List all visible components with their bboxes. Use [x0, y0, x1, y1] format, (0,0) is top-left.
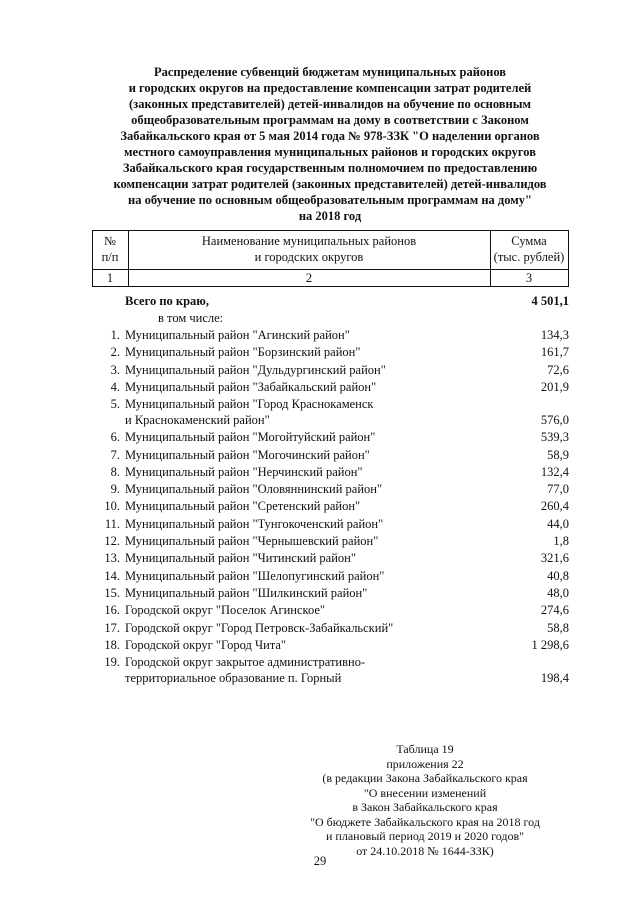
footer-line: Таблица 19 — [396, 742, 454, 756]
row-name-line: Муниципальный район "Борзинский район" — [125, 345, 361, 360]
row-number: 19. — [104, 655, 120, 670]
row-number: 1. — [110, 328, 120, 342]
footer-line: (в редакции Закона Забайкальского края — [322, 771, 528, 785]
row-name — [125, 533, 485, 549]
row-sum: 72,6 — [547, 362, 569, 377]
table-row — [92, 447, 569, 464]
row-sum: 132,4 — [540, 464, 569, 479]
row-name-line: Городской округ "Город Петровск-Забайкальский" — [125, 620, 394, 635]
row-sum: 201,9 — [540, 379, 569, 394]
column-number-1: 1 — [106, 271, 114, 285]
row-number: 5. — [110, 397, 120, 412]
row-sum: 260,4 — [540, 499, 569, 514]
table-row — [92, 516, 569, 533]
row-number: 4. — [110, 379, 120, 394]
row-name-line: Муниципальный район "Город Краснокаменск — [125, 397, 374, 412]
row-name-line: Муниципальный район "Читинский район" — [125, 551, 356, 566]
row-name — [125, 620, 485, 636]
row-name-line: Муниципальный район "Шилкинский район" — [125, 585, 368, 600]
table-row — [92, 396, 569, 429]
row-number: 18. — [104, 637, 120, 652]
row-number: 6. — [110, 430, 120, 445]
row-name — [125, 396, 485, 428]
footer-line: в Закон Забайкальского края — [352, 800, 498, 814]
row-sum: 198,4 — [540, 671, 569, 686]
row-sum: 44,0 — [547, 516, 569, 531]
row-name-line: Муниципальный район "Шелопугинский район" — [125, 568, 385, 583]
table-border-top — [92, 230, 569, 231]
row-name — [125, 429, 485, 445]
header-col-sum: Сумма (тыс. рублей) — [493, 234, 565, 264]
row-sum: 48,0 — [547, 585, 569, 600]
total-label: Всего по краю, — [125, 294, 209, 308]
row-name-line: Муниципальный район "Забайкальский район" — [125, 379, 377, 394]
table-row — [92, 620, 569, 637]
row-name-line: Муниципальный район "Оловяннинский район" — [125, 482, 383, 497]
row-name — [125, 654, 485, 686]
table-row — [92, 362, 569, 379]
row-name-line: Муниципальный район "Могойтуйский район" — [125, 430, 376, 445]
row-name — [125, 379, 485, 395]
table-row — [92, 429, 569, 446]
row-name-line: Городской округ "Город Чита" — [125, 637, 287, 652]
row-name-line: Муниципальный район "Чернышевский район" — [125, 534, 379, 548]
page-number: 29 — [313, 854, 327, 868]
table-row — [92, 379, 569, 396]
row-name — [125, 481, 485, 497]
row-name — [125, 550, 485, 566]
row-sum: 539,3 — [540, 430, 569, 445]
table-row — [92, 654, 569, 687]
table-row — [92, 533, 569, 550]
table-row — [92, 550, 569, 567]
title-line: (законных представителей) детей-инвалидов на обучение по основным — [129, 97, 531, 111]
row-sum: 40,8 — [547, 568, 569, 583]
table-border-bottom — [92, 286, 569, 287]
document-title — [90, 64, 570, 224]
header-col-number: № п/п — [101, 234, 119, 264]
row-name — [125, 327, 485, 343]
table-reference — [300, 742, 550, 858]
column-number-2: 2 — [305, 271, 313, 285]
row-sum: 58,8 — [547, 620, 569, 635]
total-value: 4 501,1 — [531, 294, 569, 308]
table-row — [92, 464, 569, 481]
table-row — [92, 637, 569, 654]
row-number: 16. — [104, 603, 120, 618]
row-number: 13. — [104, 551, 120, 566]
table-row — [92, 481, 569, 498]
row-name-line: Муниципальный район "Агинский район" — [125, 328, 350, 342]
row-name-line: Муниципальный район "Тунгокоченский район" — [125, 516, 384, 531]
including-row — [92, 310, 569, 326]
title-line: на 2018 год — [298, 209, 362, 223]
row-name-line: Муниципальный район "Сретенский район" — [125, 499, 361, 514]
title-line: Забайкальского края государственным полномочием по предоставлению — [122, 161, 538, 175]
total-row — [92, 293, 569, 309]
table-row — [92, 327, 569, 344]
row-name-line: Городской округ закрытое административно- — [125, 655, 366, 670]
header-col-name: Наименование муниципальных районов и городских округов — [201, 234, 417, 264]
table-border-right — [568, 230, 569, 287]
title-line: местного самоуправления муниципальных районов и городских округов — [123, 145, 536, 159]
table-row — [92, 344, 569, 361]
title-line: на обучение по основным общеобразовательным программам на дому" — [128, 193, 532, 207]
footer-line: "О внесении изменений — [363, 785, 487, 800]
row-number: 9. — [110, 482, 120, 497]
row-number: 3. — [110, 362, 120, 377]
footer-line: от 24.10.2018 № 1644-ЗЗК) — [356, 843, 494, 858]
row-sum: 161,7 — [540, 345, 569, 360]
row-name-line: Муниципальный район "Дульдургинский район" — [125, 362, 386, 377]
title-line: компенсации затрат родителей (законных представителей) детей-инвалидов — [113, 177, 547, 191]
row-name — [125, 447, 485, 463]
row-sum: 77,0 — [547, 482, 569, 497]
row-number: 11. — [104, 516, 120, 531]
title-line: Забайкальского края от 5 мая 2014 года № 978-ЗЗК "О наделении органов — [120, 129, 540, 143]
row-number: 15. — [104, 585, 120, 600]
title-line: общеобразовательным программам на дому в соответствии с Законом — [131, 113, 529, 127]
row-name — [125, 602, 485, 618]
row-number: 10. — [104, 499, 120, 514]
table-row — [92, 568, 569, 585]
row-sum: 1,8 — [553, 534, 569, 548]
row-sum: 274,6 — [540, 603, 569, 618]
table-row — [92, 602, 569, 619]
row-sum: 58,9 — [547, 447, 569, 462]
footer-line: "О бюджете Забайкальского края на 2018 год — [310, 814, 540, 829]
row-name — [125, 344, 485, 360]
row-number: 17. — [104, 620, 120, 635]
row-name — [125, 516, 485, 532]
row-name — [125, 498, 485, 514]
row-number: 2. — [110, 345, 120, 360]
row-name-line: Муниципальный район "Могочинский район" — [125, 447, 370, 462]
table-header — [92, 230, 569, 288]
row-name-line: Муниципальный район "Нерчинский район" — [125, 464, 363, 479]
row-name — [125, 362, 485, 378]
row-name — [125, 585, 485, 601]
row-name-line: территориальное образование п. Горный — [125, 671, 342, 686]
column-number-3: 3 — [525, 271, 533, 285]
row-sum: 321,6 — [540, 551, 569, 566]
row-number: 8. — [110, 464, 120, 479]
table-row — [92, 585, 569, 602]
row-name-line: Городской округ "Поселок Агинское" — [125, 603, 326, 618]
footer-line: и плановый период 2019 и 2020 годов" — [325, 829, 525, 843]
row-name — [125, 568, 485, 584]
footer-line: приложения 22 — [386, 756, 464, 771]
row-name-line: и Краснокаменский район" — [125, 413, 270, 428]
row-name — [125, 637, 485, 653]
title-line: Распределение субвенций бюджетам муниципальных районов — [153, 65, 507, 79]
row-number: 7. — [110, 447, 120, 462]
row-sum: 576,0 — [540, 413, 569, 428]
row-sum: 134,3 — [540, 328, 569, 342]
row-number: 14. — [104, 568, 120, 583]
including-label: в том числе: — [158, 311, 224, 325]
title-line: и городских округов на предоставление компенсации затрат родителей — [128, 81, 532, 95]
row-name — [125, 464, 485, 480]
table-row — [92, 498, 569, 515]
row-number: 12. — [104, 534, 120, 548]
row-sum: 1 298,6 — [531, 637, 569, 652]
